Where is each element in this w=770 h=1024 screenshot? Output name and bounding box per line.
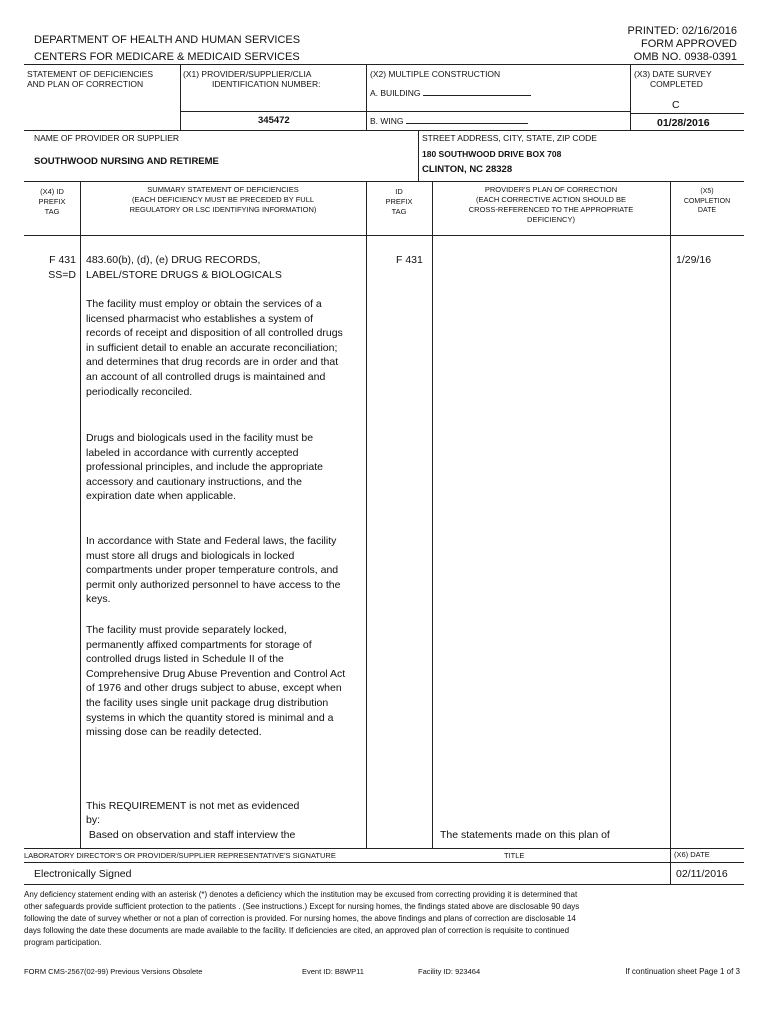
rule-top — [24, 64, 744, 65]
wing-label: B. WING — [370, 116, 404, 126]
vline-x1 — [180, 64, 181, 130]
building-blank — [423, 86, 531, 96]
x1-label-2: IDENTIFICATION NUMBER: — [212, 79, 321, 89]
id-header-2: PREFIX — [385, 197, 413, 206]
disclaimer-line-1: Any deficiency statement ending with an asterisk (*) denotes a deficiency which the institution may be excused from correcting providing it is determined that — [24, 890, 578, 899]
rule-x3-split — [630, 113, 744, 114]
id-header-1: ID — [395, 187, 403, 196]
rule-x1-value — [180, 111, 366, 112]
x5-header-1: (X5) — [700, 188, 714, 195]
statement-label-2: AND PLAN OF CORRECTION — [27, 79, 144, 89]
plan-header — [432, 185, 670, 225]
title-label: TITLE — [504, 851, 525, 860]
provider-name: SOUTHWOOD NURSING AND RETIREME — [34, 156, 219, 167]
summary-header-2: (EACH DEFICIENCY MUST BE PRECEDED BY FULL — [131, 195, 315, 204]
address-line-2: CLINTON, NC 28328 — [422, 164, 513, 175]
signature-value: Electronically Signed — [34, 868, 132, 880]
building-label: A. BUILDING — [370, 88, 421, 98]
summary-header-3: REGULATORY OR LSC IDENTIFYING INFORMATION) — [129, 205, 317, 214]
disclaimer-line-4: days following the date these documents are made available to the facility. If deficiencies are cited, an approved plan of correction is requisite to continued — [24, 926, 570, 935]
x5-header-3: DATE — [697, 207, 717, 214]
requirement-line-3: Based on observation and staff interview the — [86, 829, 296, 841]
plan-header-4: DEFICIENCY) — [527, 215, 575, 224]
wing-line — [370, 114, 528, 127]
plan-header-2: (EACH CORRECTIVE ACTION SHOULD BE — [475, 195, 627, 204]
plan-id-tag: F 431 — [396, 254, 423, 266]
rule-x2-split — [366, 111, 630, 112]
paragraph-controlled-drugs: The facility must provide separately locked, permanently affixed compartments for storage of controlled drugs listed in Schedule II of the Comprehensive Drug Abuse Prevention and Control Act of 1976 and other drugs subject to abuse, except when the facility uses single unit package drug distribution systems in which the quantity stored is minimal and a missing dose can be readily detected. — [86, 624, 346, 739]
rule-provider-bottom — [24, 181, 744, 182]
x4-header — [24, 187, 80, 217]
x5-header-2: COMPLETION — [683, 197, 731, 205]
rule-signature-bottom — [24, 884, 744, 885]
signature-date: 02/11/2016 — [676, 868, 728, 880]
signature-date-label: (X6) DATE — [674, 850, 710, 859]
disclaimer — [24, 889, 744, 949]
provider-number: 345472 — [258, 115, 290, 126]
paragraph-pharmacist: The facility must employ or obtain the services of a licensed pharmacist who establishes a system of records of receipt and disposition of all controlled drugs in sufficient detail to enable an accurate reconciliation; and determines that drug records are in order and that an account of all controlled drugs is maintained and periodically reconciled. — [86, 298, 343, 398]
x5-header — [670, 187, 744, 216]
rule-body-bottom — [24, 848, 744, 849]
vline-col4 — [670, 181, 671, 848]
signature-label: LABORATORY DIRECTOR'S OR PROVIDER/SUPPLIER REPRESENTATIVE'S SIGNATURE — [24, 851, 336, 860]
address-line-1: 180 SOUTHWOOD DRIVE BOX 708 — [422, 149, 562, 159]
vline-x3 — [630, 64, 631, 130]
completion-date: 1/29/16 — [676, 254, 712, 266]
summary-header — [80, 185, 366, 215]
statement-label-1: STATEMENT OF DEFICIENCIES — [27, 69, 154, 79]
provider-name-label: NAME OF PROVIDER OR SUPPLIER — [34, 133, 179, 143]
disclaimer-line-2: other safeguards provide sufficient protection to the patients . (See instructions.) Except for nursing homes, the findings stated above are disclosable 90 days — [24, 902, 580, 911]
x1-label-1: (X1) PROVIDER/SUPPLIER/CLIA — [183, 69, 312, 79]
disclaimer-line-3: following the date of survey whether or not a plan of correction is provided. For nursing homes, the above findings and plans of correction are disclosable 14 — [24, 914, 576, 923]
x3-label-1: (X3) DATE SURVEY — [634, 69, 712, 79]
scope-severity: SS=D — [48, 269, 76, 281]
id-header-3: TAG — [391, 207, 407, 216]
deficiency-tag: F 431 — [49, 254, 76, 266]
paragraph-storage: In accordance with State and Federal laws, the facility must store all drugs and biologicals in locked compartments under proper temperature controls, and permit only authorized personnel to have access to the keys. — [86, 535, 341, 606]
address-label: STREET ADDRESS, CITY, STATE, ZIP CODE — [422, 133, 597, 143]
vline-col2 — [366, 181, 367, 848]
plan-header-3: CROSS-REFERENCED TO THE APPROPRIATE — [468, 205, 634, 214]
survey-code: C — [672, 99, 680, 111]
building-line — [370, 86, 531, 99]
wing-blank — [406, 114, 528, 124]
regulation-line-1: 483.60(b), (d), (e) DRUG RECORDS, — [86, 254, 261, 266]
agency-title: CENTERS FOR MEDICARE & MEDICAID SERVICES — [34, 51, 300, 63]
vline-col1 — [80, 181, 81, 848]
summary-header-1: SUMMARY STATEMENT OF DEFICIENCIES — [147, 185, 299, 194]
vline-signature-date — [670, 848, 671, 884]
survey-date: 01/28/2016 — [657, 117, 710, 129]
plan-text: The statements made on this plan of — [440, 829, 610, 841]
plan-header-1: PROVIDER'S PLAN OF CORRECTION — [484, 185, 618, 194]
form-number: FORM CMS-2567(02-99) Previous Versions Obsolete — [24, 967, 203, 976]
regulation-line-2: LABEL/STORE DRUGS & BIOLOGICALS — [86, 269, 282, 281]
department-title: DEPARTMENT OF HEALTH AND HUMAN SERVICES — [34, 34, 301, 46]
x4-header-1: (X4) ID — [40, 187, 64, 196]
x2-label: (X2) MULTIPLE CONSTRUCTION — [370, 69, 501, 79]
requirement-line-1: This REQUIREMENT is not met as evidenced — [86, 800, 300, 812]
x3-label-2: COMPLETED — [650, 79, 703, 89]
x4-header-3: TAG — [44, 207, 60, 216]
id-header — [366, 187, 432, 217]
event-id: Event ID: B8WP11 — [302, 967, 364, 976]
rule-header-bottom — [24, 235, 744, 236]
x4-header-2: PREFIX — [38, 197, 66, 206]
paragraph-labeling: Drugs and biologicals used in the facility must be labeled in accordance with currently accepted professional principles, and include the appropriate accessory and cautionary instructions, and the expiration date when applicable. — [86, 432, 323, 503]
continuation-page: If continuation sheet Page 1 of 3 — [625, 967, 740, 976]
requirement-line-2: by: — [86, 814, 101, 826]
disclaimer-line-5: program participation. — [24, 938, 102, 947]
vline-col3 — [432, 181, 433, 848]
facility-id: Facility ID: 923464 — [418, 967, 481, 976]
rule-row1-bottom — [24, 130, 744, 131]
printed-date: PRINTED: 02/16/2016 — [627, 25, 737, 37]
form-approved: FORM APPROVED — [641, 38, 737, 50]
omb-number: OMB NO. 0938-0391 — [633, 51, 737, 63]
rule-signature-label — [24, 862, 744, 863]
vline-provider — [418, 130, 419, 181]
vline-x2 — [366, 64, 367, 130]
